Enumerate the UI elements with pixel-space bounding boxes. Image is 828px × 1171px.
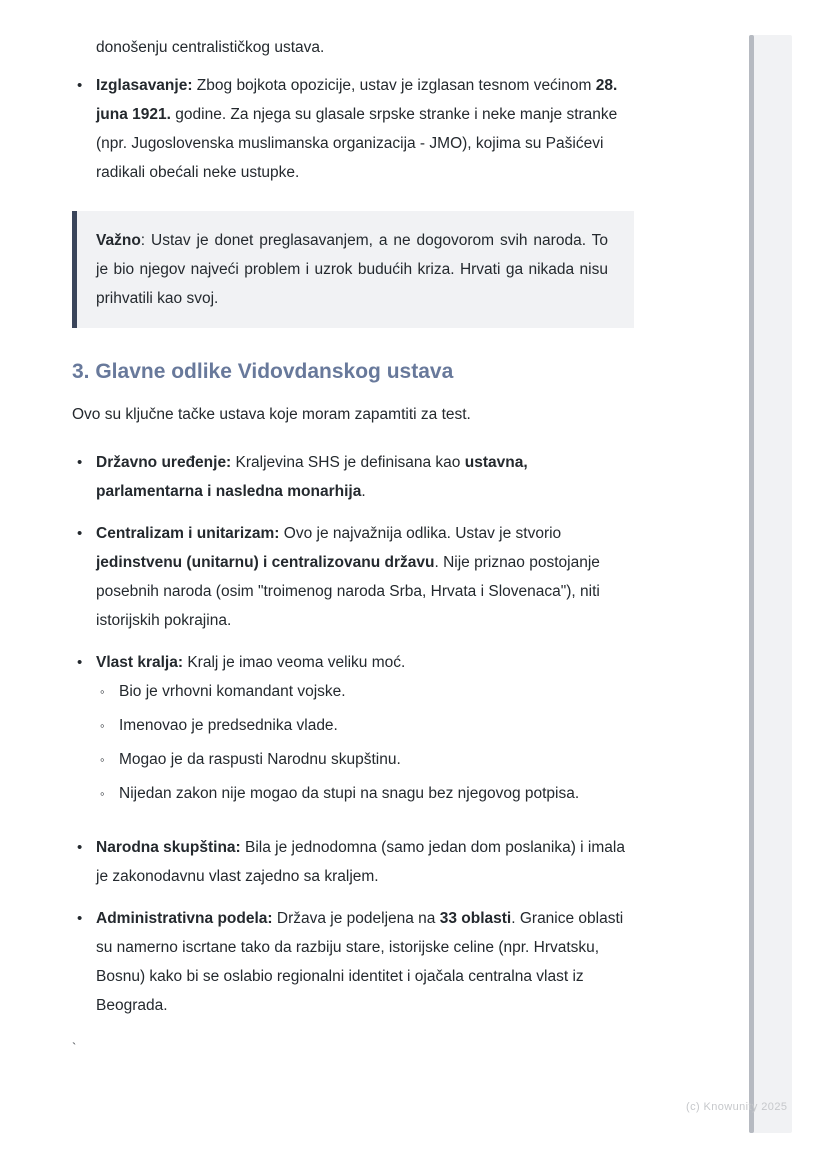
list-item-body: Bila je jednodomna (samo jedan dom poslanika) i imala je zakonodavnu vlast zajedno sa kraljem. [96,839,625,885]
list-item-text [96,71,634,187]
sub-list-item [100,677,634,706]
list-item-text [96,904,634,1020]
scrollbar-track[interactable] [749,35,792,1133]
list-item [72,448,634,506]
bullet-icon: • [77,525,83,542]
circle-bullet-icon: ◦ [100,684,105,699]
list-item [72,833,634,891]
list-item-term: Administrativna podela: [96,910,273,927]
list-item-text [96,519,634,635]
list-item-body: Kralj je imao veoma veliku moć. [183,654,406,671]
list-item-term: Narodna skupština: [96,839,241,856]
callout-body: : Ustav je donet preglasavanjem, a ne dogovorom svih naroda. To je bio njegov najveći problem i uzrok budućih kriza. Hrvati ga nikada nisu prihvatili kao svoj. [96,232,608,307]
stray-backtick-char: ` [72,1040,77,1055]
callout-label: Važno [96,232,141,249]
main-bullet-list [72,448,634,1020]
section-heading: 3. Glavne odlike Vidovdanskog ustava [72,360,454,383]
bullet-icon: • [77,77,83,94]
list-item-body: . Nije priznao postojanje posebnih naroda (osim "troimenog naroda Srba, Hrvata i Slovenaca"), niti istorijskih pokrajina. [96,554,600,629]
highlighted-date: 28. juna 1921. [96,77,618,123]
circle-bullet-icon: ◦ [100,752,105,767]
list-item-term: Centralizam i unitarizam: [96,525,280,542]
list-item-body: Ovo je najvažnija odlika. Ustav je stvorio [279,525,562,542]
sub-bullet-list [100,677,634,808]
list-item-text [96,833,634,891]
top-bullet-list [72,71,634,187]
list-item [72,71,634,187]
list-item-body: Kraljevina SHS je definisana kao [231,454,465,471]
circle-bullet-icon: ◦ [100,718,105,733]
bullet-icon: • [77,454,83,471]
sub-list-item-text: Bio je vrhovni komandant vojske. [119,683,346,700]
list-item-body: . Granice oblasti su namerno iscrtane tako da razbiju stare, istorijske celine (npr. Hrvatsku, Bosnu) kako bi se oslabio regionalni identitet i ojačala centralna vlast iz Beograda. [96,910,624,1014]
document-content [72,33,634,1062]
emphasized-phrase: 33 oblasti [439,910,512,927]
list-item-body: godine. Za njega su glasale srpske stranke i neke manje stranke (npr. Jugoslovenska muslimanska organizacija - JMO), kojima su Pašićevi radikali obećali neke ustupke. [96,106,618,181]
bullet-icon: • [77,839,83,856]
list-item-term: Vlast kralja: [96,654,184,671]
list-item-body: . [361,483,366,500]
copyright-note: (c) Knowunity 2025 [686,1101,788,1113]
callout-text [96,226,608,313]
important-callout [72,211,634,328]
scrollbar-thumb[interactable] [749,35,754,1133]
bullet-icon: • [77,910,83,927]
emphasized-phrase: ustavna, parlamentarna i nasledna monarhija [96,454,528,500]
list-item [72,648,634,820]
list-item [72,904,634,1020]
list-item-term: Državno uređenje: [96,454,232,471]
list-item-text [96,448,634,506]
bullet-icon: • [77,654,83,671]
sub-list-item [100,779,634,808]
sub-list-item-text: Mogao je da raspusti Narodnu skupštinu. [119,751,401,768]
sub-list-item [100,745,634,774]
sub-list-item-text: Nijedan zakon nije mogao da stupi na snagu bez njegovog potpisa. [119,785,580,802]
lead-paragraph: Ovo su ključne tačke ustava koje moram zapamtiti za test. [72,406,471,423]
sub-list-item [100,711,634,740]
list-item-text [96,648,634,820]
sub-list-item-text: Imenovao je predsednika vlade. [119,717,338,734]
emphasized-phrase: jedinstvenu (unitarnu) i centralizovanu državu [96,554,435,571]
paragraph-continuation: donošenju centralističkog ustava. [96,39,325,56]
list-item-body: Država je podeljena na [272,910,440,927]
list-item-body: Zbog bojkota opozicije, ustav je izglasan tesnom većinom [192,77,596,94]
list-item-term: Izglasavanje: [96,77,193,94]
circle-bullet-icon: ◦ [100,786,105,801]
list-item [72,519,634,635]
